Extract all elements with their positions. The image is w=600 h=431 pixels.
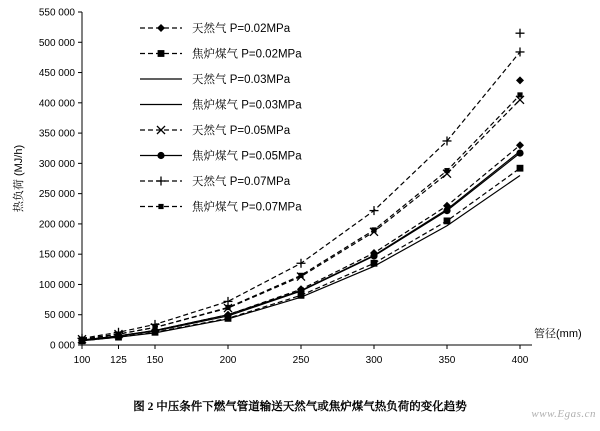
series-group [79, 92, 522, 342]
x-axis-title: 管径(mm) [534, 328, 582, 340]
x-tick-label: 200 [219, 355, 237, 366]
legend-label: 焦炉煤气 P=0.02MPa [192, 48, 302, 61]
legend-item [140, 174, 291, 188]
y-tick-label: 450 000 [38, 68, 75, 80]
x-tick-label: 125 [110, 355, 127, 366]
legend-item [140, 149, 302, 163]
legend-item [140, 72, 291, 86]
y-tick-label: 250 000 [38, 189, 75, 201]
y-tick-label: 200 000 [38, 219, 75, 231]
legend-item [140, 200, 302, 214]
legend-item [140, 98, 302, 112]
y-tick-label: 500 000 [38, 37, 75, 49]
legend-item [140, 21, 291, 35]
legend-label: 焦炉煤气 P=0.03MPa [192, 99, 302, 112]
legend-label: 焦炉煤气 P=0.07MPa [192, 201, 302, 214]
legend-item [140, 123, 291, 137]
legend-label: 天然气 P=0.02MPa [192, 23, 291, 35]
legend-item [140, 47, 302, 61]
y-tick-label: 550 000 [38, 7, 75, 19]
x-tick-label: 100 [73, 355, 91, 366]
legend-label: 焦炉煤气 P=0.05MPa [192, 150, 302, 163]
figure-caption: 图 2 中压条件下燃气管道输送天然气或焦炉煤气热负荷的变化趋势 [133, 401, 467, 413]
series-group [79, 165, 524, 344]
y-tick-label: 50 000 [44, 310, 75, 322]
legend-label: 天然气 P=0.03MPa [192, 74, 291, 86]
legend-label: 天然气 P=0.07MPa [192, 176, 291, 188]
x-tick-label: 150 [146, 355, 164, 366]
x-tick-label: 300 [365, 355, 383, 366]
watermark-label: www.Egas.cn [531, 408, 596, 420]
x-tick-label: 350 [438, 355, 456, 366]
series-group [82, 151, 520, 340]
y-tick-label: 350 000 [38, 128, 75, 140]
y-axis-title: 热负荷 (MJ/h) [13, 144, 25, 213]
y-tick-label: 100 000 [38, 279, 75, 291]
y-tick-label: 150 000 [38, 249, 75, 261]
y-tick-label: 0 000 [49, 340, 75, 352]
series-group [78, 141, 524, 344]
legend-label: 天然气 P=0.05MPa [192, 125, 291, 137]
y-tick-label: 300 000 [38, 158, 75, 170]
x-tick-label: 250 [292, 355, 310, 366]
y-tick-label: 400 000 [38, 98, 75, 110]
x-tick-label: 400 [511, 355, 529, 366]
series-group [78, 149, 523, 343]
series-group [78, 96, 524, 343]
